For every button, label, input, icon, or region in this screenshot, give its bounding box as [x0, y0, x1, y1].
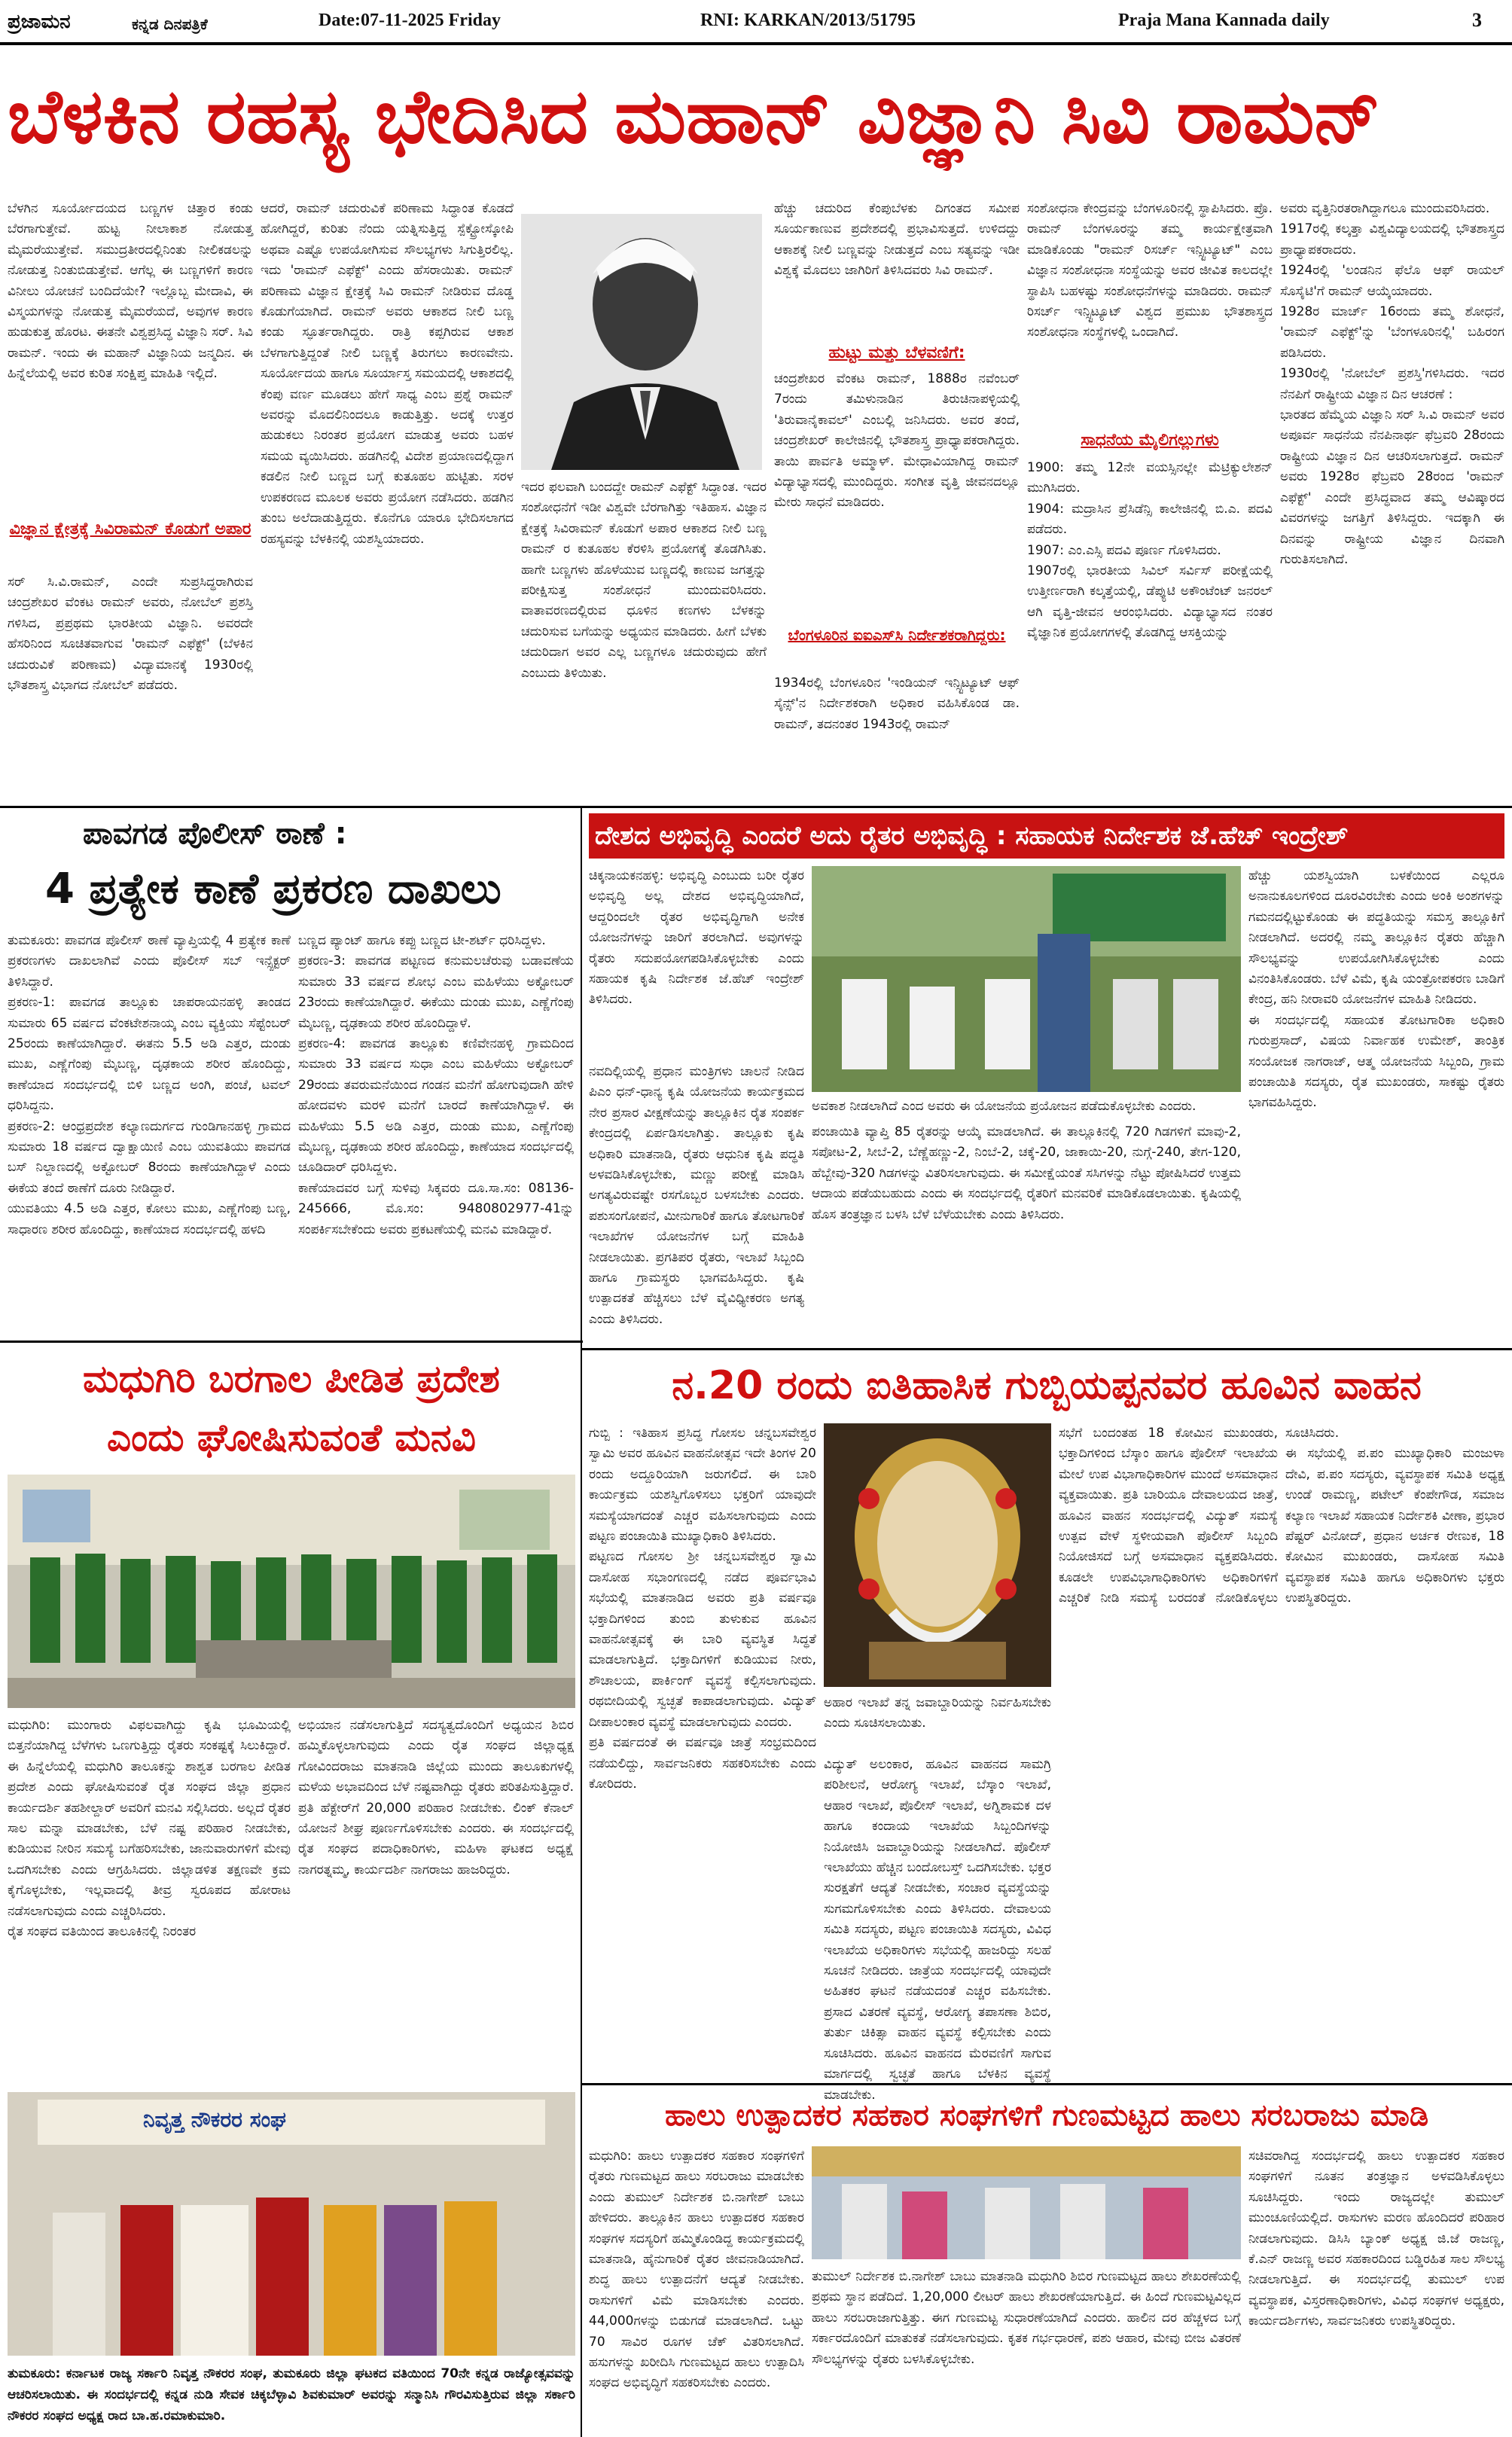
raman-col5-institute: ಸಂಶೋಧನಾ ಕೇಂದ್ರವನ್ನು ಬೆಂಗಳೂರಿನಲ್ಲಿ ಸ್ಥಾಪಿಸಿದರು. ಪ್ರೊ. ರಾಮನ್ ಬೆಂಗಳೂರನ್ನು ತಮ್ಮ ಕಾರ್ಯಕ್ಷೇತ್ರವಾಗಿ ಮಾಡಿಕೊಂಡು "ರಾಮನ್ ರಿಸರ್ಚ್ ಇನ್ಸ್ಟಿಟ್ಯೂಟ್" ಎಂಬ ವಿಜ್ಞಾನ ಸಂಶೋಧನಾ ಸಂಸ್ಥೆಯನ್ನು ಅವರ ಜೀವಿತ ಕಾಲದಲ್ಲೇ ಸ್ಥಾಪಿಸಿ ಬಹಳಷ್ಟು ಸಂಶೋಧನೆಗಳನ್ನು ಮಾಡಿದರು. ರಾಮನ್ ರಿಸರ್ಚ್ ಇನ್ಸ್ಟಿಟ್ಯೂಟ್ ವಿಶ್ವದ ಪ್ರಮುಖ ಭೌತಶಾಸ್ತ್ರದ ಸಂಶೋಧನಾ ಸಂಸ್ಥೆಗಳಲ್ಲಿ ಒಂದಾಗಿದೆ. — [1027, 201, 1277, 340]
felicitation-photo — [8, 2092, 575, 2356]
raman-col3: ಇದರ ಫಲವಾಗಿ ಬಂದದ್ದೇ ರಾಮನ್ ಎಫೆಕ್ಟ್ ಸಿದ್ಧಾಂತ. ಇದರ ಸಂಶೋಧನೆಗೆ ಇಡೀ ವಿಶ್ವವೇ ಬೆರಗಾಗಿತ್ತು ಇತಿಹಾಸ. ವಿಜ್ಞಾನ ಕ್ಷೇತ್ರಕ್ಕೆ ಸಿವಿರಾಮನ್ ಕೊಡುಗೆ ಅಪಾರ ಆಕಾಶದ ನೀಲಿ ಬಣ್ಣ ರಾಮನ್ ರ ಕುತೂಹಲ ಕೆರಳಿಸಿ ಪ್ರಯೋಗಕ್ಕೆ ತೊಡಗಿಸಿತು. ಹಾಗೇ ಬಣ್ಣಗಳು ಹೊಳೆಯುವ ಬಣ್ಣದಲ್ಲಿ ಕಾಣುವ ಜಗತ್ತನ್ನು ಪರೀಕ್ಷಿಸುತ್ತ ಸಂಶೋಧನೆ ಮುಂದುವರಿಸಿದರು. ವಾತಾವರಣದಲ್ಲಿರುವ ಧೂಳಿನ ಕಣಗಳು ಬೆಳಕನ್ನು ಚದುರಿಸುವ ಬಗೆಯನ್ನು ಅಧ್ಯಯನ ಮಾಡಿದರು. ಹೀಗೆ ಬೆಳಕು ಚದುರಿದಾಗ ಅವರ ಎಲ್ಲ ಬಣ್ಣಗಳೂ ಚದುರುವುದು ಹೇಗೆ ಎಂಬುದು ತಿಳಿಯಿತು. — [521, 480, 771, 681]
raman-col4-birth: ಚಂದ್ರಶೇಖರ ವೆಂಕಟ ರಾಮನ್, 1888ರ ನವೆಂಬರ್ 7ರಂದು ತಮಿಳುನಾಡಿನ ತಿರುಚಿನಾಪಳ್ಳಿಯಲ್ಲಿ 'ತಿರುವಾನೈಕಾವಲ್' ಎಂಬಲ್ಲಿ ಜನಿಸಿದರು. ಅವರ ತಂದೆ, ಚಂದ್ರಶೇಖರ್ ಕಾಲೇಜಿನಲ್ಲಿ ಭೌತಶಾಸ್ತ್ರ ಪ್ರಾಧ್ಯಾಪಕರಾಗಿದ್ದರು. ತಾಯಿ ಪಾರ್ವತಿ ಅಮ್ಮಾಳ್. ಮೇಧಾವಿಯಾಗಿದ್ದ ರಾಮನ್ ವಿದ್ಯಾಭ್ಯಾಸದಲ್ಲಿ ಮುಂದಿದ್ದರು. ಸಂಗೀತ ವೃತ್ತಿ ಜೀವನದಲ್ಲೂ ಮೇರು ಸಾಧನೆ ಮಾಡಿದರು. — [774, 371, 1024, 511]
section-rule-3 — [582, 1348, 1512, 1350]
farmers-col2: ಪಂಚಾಯಿತಿ ವ್ಯಾಪ್ತಿ 85 ರೈತರನ್ನು ಆಯ್ಕೆ ಮಾಡಲಾಗಿದೆ. ಈ ತಾಲ್ಲೂಕಿನಲ್ಲಿ 720 ಗಿಡಗಳಿಗೆ ಮಾವು-2, ಸಪೋಟ-2, ಸೀಬೆ-2, ಬೆಣ್ಣೆಹಣ್ಣು-2, ನಿಂಬೆ-2, ಚಕ್ಕೆ-20, ಜಾಕಾಯಿ-20, ನುಗ್ಗೆ-240, ತೇಗ-120, ಹೆಬ್ಬೇವು-320 ಗಿಡಗಳನ್ನು ವಿತರಿಸಲಾಗುವುದು. ಈ ಸಮೀಕ್ಷೆಯಂತೆ ಸಸಿಗಳನ್ನು ನೆಟ್ಟು ಪೋಷಿಸಿದರೆ ಉತ್ತಮ ಆದಾಯ ಪಡೆಯಬಹುದು ಎಂದು ಈ ಸಂದರ್ಭದಲ್ಲಿ ರೈತರಿಗೆ ಮನವರಿಕೆ ಮಾಡಿಕೊಡಲಾಯಿತು. ಕೃಷಿಯಲ್ಲಿ ಹೊಸ ತಂತ್ರಜ್ಞಾನ ಬಳಸಿ ಬೆಳೆ ಬೆಳೆಯಬೇಕು ಎಂದು ತಿಳಿಸಿದರು. — [812, 1124, 1245, 1222]
rni-number: RNI: KARKAN/2013/51795 — [700, 11, 916, 30]
masthead-logo: ಪ್ರಜಾಮನ — [8, 11, 71, 33]
farmers-meeting-photo — [812, 866, 1241, 1092]
raman-subhead-milestones: ಸಾಧನೆಯ ಮೈಲಿಗಲ್ಲುಗಳು — [1081, 431, 1219, 450]
section-rule-1 — [0, 806, 1512, 808]
milk-col1: ಮಧುಗಿರಿ: ಹಾಲು ಉತ್ಪಾದಕರ ಸಹಕಾರ ಸಂಘಗಳಿಗೆ ರೈತರು ಗುಣಮಟ್ಟದ ಹಾಲು ಸರಬರಾಜು ಮಾಡಬೇಕು ಎಂದು ತುಮುಲ್ ನಿರ್ದೇಶಕ ಬಿ.ನಾಗೇಶ್ ಬಾಬು ಹೇಳಿದರು. ತಾಲ್ಲೂಕಿನ ಹಾಲು ಉತ್ಪಾದಕರ ಸಹಕಾರ ಸಂಘಗಳ ಸದಸ್ಯರಿಗೆ ಹಮ್ಮಿಕೊಂಡಿದ್ದ ಕಾರ್ಯಕ್ರಮದಲ್ಲಿ ಮಾತನಾಡಿ, ಹೈನುಗಾರಿಕೆ ರೈತರ ಜೀವನಾಡಿಯಾಗಿದೆ. ಶುದ್ಧ ಹಾಲು ಉತ್ಪಾದನೆಗೆ ಆದ್ಯತೆ ನೀಡಬೇಕು. ರಾಸುಗಳಿಗೆ ವಿಮೆ ಮಾಡಿಸಬೇಕು ಎಂದರು. 44,000ಗಳನ್ನು ಬಿಡುಗಡೆ ಮಾಡಲಾಗಿದೆ. ಒಟ್ಟು 70 ಸಾವಿರ ರೂಗಳ ಚೆಕ್ ವಿತರಿಸಲಾಗಿದೆ. ಹಸುಗಳನ್ನು ಖರೀದಿಸಿ ಗುಣಮಟ್ಟದ ಹಾಲು ಉತ್ಪಾದಿಸಿ ಸಂಘದ ಅಭಿವೃದ್ಧಿಗೆ ಸಹಕರಿಸಬೇಕು ಎಂದರು. — [589, 2149, 809, 2391]
farmers-col1-body: ನವದಿಲ್ಲಿಯಲ್ಲಿ ಪ್ರಧಾನ ಮಂತ್ರಿಗಳು ಚಾಲನೆ ನೀಡಿದ ಪಿಎಂ ಧನ್-ಧಾನ್ಯ ಕೃಷಿ ಯೋಜನೆಯ ಕಾರ್ಯಕ್ರಮದ ನೇರ ಪ್ರಸಾರ ವೀಕ್ಷಣೆಯನ್ನು ತಾಲ್ಲೂಕಿನ ರೈತ ಸಂಪರ್ಕ ಕೇಂದ್ರದಲ್ಲಿ ಏರ್ಪಡಿಸಲಾಗಿತ್ತು. ತಾಲ್ಲೂಕು ಕೃಷಿ ಅಧಿಕಾರಿ ಮಾತನಾಡಿ, ರೈತರು ಆಧುನಿಕ ಕೃಷಿ ಪದ್ಧತಿ ಅಳವಡಿಸಿಕೊಳ್ಳಬೇಕು, ಮಣ್ಣು ಪರೀಕ್ಷೆ ಮಾಡಿಸಿ ಅಗತ್ಯವಿರುವಷ್ಟೇ ರಸಗೊಬ್ಬರ ಬಳಸಬೇಕು ಎಂದರು. ಪಶುಸಂಗೋಪನೆ, ಮೀನುಗಾರಿಕೆ ಹಾಗೂ ತೋಟಗಾರಿಕೆ ಇಲಾಖೆಗಳ ಯೋಜನೆಗಳ ಬಗ್ಗೆ ಮಾಹಿತಿ ನೀಡಲಾಯಿತು. ಪ್ರಗತಿಪರ ರೈತರು, ಇಲಾಖೆ ಸಿಬ್ಬಂದಿ ಹಾಗೂ ಗ್ರಾಮಸ್ಥರು ಭಾಗವಹಿಸಿದ್ದರು. ಕೃಷಿ ಉತ್ಪಾದಕತೆ ಹೆಚ್ಚಿಸಲು ಬೆಳೆ ವೈವಿಧ್ಯೀಕರಣ ಅಗತ್ಯ ಎಂದು ತಿಳಿಸಿದರು. — [589, 1064, 809, 1327]
raman-headline: ಬೆಳಕಿನ ರಹಸ್ಯ ಭೇದಿಸಿದ ಮಹಾನ್ ವಿಜ್ಞಾನಿ ಸಿವಿ ರಾಮನ್ — [8, 72, 1381, 160]
gubbi-col1: ಗುಬ್ಬಿ : ಇತಿಹಾಸ ಪ್ರಸಿದ್ಧ ಗೋಸಲ ಚನ್ನಬಸವೇಶ್ವರ ಸ್ವಾಮಿ ಅವರ ಹೂವಿನ ವಾಹನೋತ್ಸವ ಇದೇ ತಿಂಗಳ 20 ರಂದು ಅದ್ದೂರಿಯಾಗಿ ಜರುಗಲಿದೆ. ಈ ಬಾರಿ ಕಾರ್ಯಕ್ರಮ ಯಶಸ್ವಿಗೊಳಿಸಲು ಭಕ್ತರಿಗೆ ಯಾವುದೇ ಸಮಸ್ಯೆಯಾಗದಂತೆ ಎಚ್ಚರ ವಹಿಸಲಾಗುವುದು ಎಂದು ಪಟ್ಟಣ ಪಂಚಾಯಿತಿ ಮುಖ್ಯಾಧಿಕಾರಿ ತಿಳಿಸಿದರು. ಪಟ್ಟಣದ ಗೋಸಲ ಶ್ರೀ ಚನ್ನಬಸವೇಶ್ವರ ಸ್ವಾಮಿ ದಾಸೋಹ ಸಭಾಂಗಣದಲ್ಲಿ ನಡೆದ ಪೂರ್ವಭಾವಿ ಸಭೆಯಲ್ಲಿ ಮಾತನಾಡಿದ ಅವರು ಪ್ರತಿ ವರ್ಷವೂ ಭಕ್ತಾದಿಗಳಿಂದ ತುಂಬಿ ತುಳುಕುವ ಹೂವಿನ ವಾಹನೋತ್ಸವಕ್ಕೆ ಈ ಬಾರಿ ವ್ಯವಸ್ಥಿತ ಸಿದ್ಧತೆ ಮಾಡಲಾಗುತ್ತಿದೆ. ಭಕ್ತಾದಿಗಳಿಗೆ ಕುಡಿಯುವ ನೀರು, ಶೌಚಾಲಯ, ಪಾರ್ಕಿಂಗ್ ವ್ಯವಸ್ಥೆ ಕಲ್ಪಿಸಲಾಗುವುದು. ರಥಬೀದಿಯಲ್ಲಿ ಸ್ವಚ್ಛತೆ ಕಾಪಾಡಲಾಗುವುದು. ವಿದ್ಯುತ್ ದೀಪಾಲಂಕಾರ ವ್ಯವಸ್ಥೆ ಮಾಡಲಾಗುವುದು ಎಂದರು. ಪ್ರತಿ ವರ್ಷದಂತೆ ಈ ವರ್ಷವೂ ಜಾತ್ರೆ ಸಂಭ್ರಮದಿಂದ ನಡೆಯಲಿದ್ದು, ಸಾರ್ವಜನಿಕರು ಸಹಕರಿಸಬೇಕು ಎಂದು ಕೋರಿದರು. — [589, 1426, 816, 1792]
gubbi-headline: ನ.20 ರಂದು ಐತಿಹಾಸಿಕ ಗುಬ್ಬಿಯಪ್ಪನವರ ಹೂವಿನ ವಾಹನ — [672, 1363, 1422, 1408]
pavagada-col2: ಬಣ್ಣದ ಪ್ಯಾಂಟ್ ಹಾಗೂ ಕಪ್ಪು ಬಣ್ಣದ ಟೀ-ಶರ್ಟ್ ಧರಿಸಿದ್ದಳು. ಪ್ರಕರಣ-3: ಪಾವಗಡ ಪಟ್ಟಣದ ಕನುಮಲಚೆರುವು ಬಡಾವಣೆಯ ಸುಮಾರು 33 ವರ್ಷದ ಶೋಭ ಎಂಬ ಮಹಿಳೆಯು ಅಕ್ಟೋಬರ್ 23ರಂದು ಕಾಣೆಯಾಗಿದ್ದಾರೆ. ಈಕೆಯು ದುಂಡು ಮುಖ, ಎಣ್ಣೆಗೆಂಪು ಮೈಬಣ್ಣ, ದೃಢಕಾಯ ಶರೀರ ಹೊಂದಿದ್ದಾಳೆ. ಪ್ರಕರಣ-4: ಪಾವಗಡ ತಾಲ್ಲೂಕು ಕಣಿವೇನಹಳ್ಳಿ ಗ್ರಾಮದಿಂದ ಸುಮಾರು 33 ವರ್ಷದ ಸುಧಾ ಎಂಬ ಮಹಿಳೆಯು ಅಕ್ಟೋಬರ್ 29ರಂದು ತವರುಮನೆಯಿಂದ ಗಂಡನ ಮನೆಗೆ ಹೋಗುವುದಾಗಿ ಹೇಳಿ ಹೋದವಳು ಮರಳಿ ಮನೆಗೆ ಬಾರದೆ ಕಾಣೆಯಾಗಿದ್ದಾಳೆ. ಈ ಮಹಿಳೆಯು 5.5 ಅಡಿ ಎತ್ತರ, ದುಂಡು ಮುಖ, ಎಣ್ಣೆಗೆಂಪು ಮೈಬಣ್ಣ, ದೃಢಕಾಯ ಶರೀರ ಹೊಂದಿದ್ದು, ಕಾಣೆಯಾದ ಸಂದರ್ಭದಲ್ಲಿ ಚೂಡಿದಾರ್ ಧರಿಸಿದ್ದಳು. ಕಾಣೆಯಾದವರ ಬಗ್ಗೆ ಸುಳಿವು ಸಿಕ್ಕವರು ದೂ.ಸಾ.ಸಂ: 08136-245666, ಮೊ.ಸಂ: 9480802977-41ನ್ನು ಸಂಪರ್ಕಿಸಬೇಕೆಂದು ಅವರು ಪ್ರಕಟಣೆಯಲ್ಲಿ ಮನವಿ ಮಾಡಿದ್ದಾರೆ. — [298, 933, 574, 1237]
decorated-deity-illustration — [824, 1423, 1051, 1687]
farmers-meeting-illustration — [8, 1475, 575, 1708]
madhugiri-headline-1: ಮಧುಗಿರಿ ಬರಗಾಲ ಪೀಡಿತ ಪ್ರದೇಶ — [83, 1357, 500, 1401]
cv-raman-portrait — [521, 214, 762, 470]
felicitation-banner-text: ನಿವೃತ್ತ ನೌಕರರ ಸಂಘ — [143, 2107, 287, 2132]
gubbi-col2: ವಿದ್ಯುತ್ ಅಲಂಕಾರ, ಹೂವಿನ ವಾಹನದ ಸಾಮಗ್ರಿ ಪರಿಶೀಲನೆ, ಆರೋಗ್ಯ ಇಲಾಖೆ, ಬೆಸ್ಕಾಂ ಇಲಾಖೆ, ಆಹಾರ ಇಲಾಖೆ, ಪೊಲೀಸ್ ಇಲಾಖೆ, ಅಗ್ನಿಶಾಮಕ ದಳ ಹಾಗೂ ಕಂದಾಯ ಇಲಾಖೆಯ ಸಿಬ್ಬಂದಿಗಳನ್ನು ನಿಯೋಜಿಸಿ ಜವಾಬ್ದಾರಿಯನ್ನು ನೀಡಲಾಗಿದೆ. ಪೊಲೀಸ್ ಇಲಾಖೆಯು ಹೆಚ್ಚಿನ ಬಂದೋಬಸ್ತ್ ಒದಗಿಸಬೇಕು. ಭಕ್ತರ ಸುರಕ್ಷತೆಗೆ ಆದ್ಯತೆ ನೀಡಬೇಕು, ಸಂಚಾರ ವ್ಯವಸ್ಥೆಯನ್ನು ಸುಗಮಗೊಳಿಸಬೇಕು ಎಂದು ತಿಳಿಸಿದರು. ದೇವಾಲಯ ಸಮಿತಿ ಸದಸ್ಯರು, ಪಟ್ಟಣ ಪಂಚಾಯಿತಿ ಸದಸ್ಯರು, ವಿವಿಧ ಇಲಾಖೆಯ ಅಧಿಕಾರಿಗಳು ಸಭೆಯಲ್ಲಿ ಹಾಜರಿದ್ದು ಸಲಹೆ ಸೂಚನೆ ನೀಡಿದರು. ಜಾತ್ರೆಯ ಸಂದರ್ಭದಲ್ಲಿ ಯಾವುದೇ ಅಹಿತಕರ ಘಟನೆ ನಡೆಯದಂತೆ ಎಚ್ಚರ ವಹಿಸಬೇಕು. ಪ್ರಸಾದ ವಿತರಣೆ ವ್ಯವಸ್ಥೆ, ಆರೋಗ್ಯ ತಪಾಸಣಾ ಶಿಬಿರ, ತುರ್ತು ಚಿಕಿತ್ಸಾ ವಾಹನ ವ್ಯವಸ್ಥೆ ಕಲ್ಪಿಸಬೇಕು ಎಂದು ಸೂಚಿಸಿದರು. ಹೂವಿನ ವಾಹನದ ಮೆರವಣಿಗೆ ಸಾಗುವ ಮಾರ್ಗದಲ್ಲಿ ಸ್ವಚ್ಛತೆ ಹಾಗೂ ಬೆಳಕಿನ ವ್ಯವಸ್ಥೆ ಮಾಡಬೇಕು. — [824, 1757, 1056, 2103]
madhugiri-headline-2: ಎಂದು ಘೋಷಿಸುವಂತೆ ಮನವಿ — [107, 1416, 476, 1459]
pavagada-col1: ತುಮಕೂರು: ಪಾವಗಡ ಪೊಲೀಸ್ ಠಾಣೆ ವ್ಯಾಪ್ತಿಯಲ್ಲಿ 4 ಪ್ರತ್ಯೇಕ ಕಾಣೆ ಪ್ರಕರಣಗಳು ದಾಖಲಾಗಿವೆ ಎಂದು ಪೊಲೀಸ್ ಸಬ್ ಇನ್ಸ್ಪೆಕ್ಟರ್ ತಿಳಿಸಿದ್ದಾರೆ. ಪ್ರಕರಣ-1: ಪಾವಗಡ ತಾಲ್ಲೂಕು ಚಾಪರಾಯನಹಳ್ಳಿ ತಾಂಡದ ಸುಮಾರು 65 ವರ್ಷದ ವೆಂಕಟೇಶನಾಯ್ಕ ಎಂಬ ವ್ಯಕ್ತಿಯು ಸೆಪ್ಟೆಂಬರ್ 25ರಂದು ಕಾಣೆಯಾಗಿದ್ದಾರೆ. ಈತನು 5.5 ಅಡಿ ಎತ್ತರ, ದುಂಡು ಮುಖ, ಎಣ್ಣೆಗೆಂಪು ಮೈಬಣ್ಣ, ದೃಢಕಾಯ ಶರೀರ ಹೊಂದಿದ್ದು, ಕಾಣೆಯಾದ ಸಂದರ್ಭದಲ್ಲಿ ಬಿಳಿ ಬಣ್ಣದ ಅಂಗಿ, ಪಂಚೆ, ಟವಲ್ ಧರಿಸಿದ್ದನು. ಪ್ರಕರಣ-2: ಆಂಧ್ರಪ್ರದೇಶ ಕಲ್ಯಾಣದುರ್ಗದ ಗುಂಡಿಗಾನಹಳ್ಳಿ ಗ್ರಾಮದ ಸುಮಾರು 18 ವರ್ಷದ ದ್ವಾಕ್ಷಾಯಿಣಿ ಎಂಬ ಯುವತಿಯು ಪಾವಗಡ ಬಸ್ ನಿಲ್ದಾಣದಲ್ಲಿ ಅಕ್ಟೋಬರ್ 8ರಂದು ಕಾಣೆಯಾಗಿದ್ದಾಳೆ ಎಂದು ಈಕೆಯ ತಂದೆ ಠಾಣೆಗೆ ದೂರು ನೀಡಿದ್ದಾರೆ. ಯುವತಿಯು 4.5 ಅಡಿ ಎತ್ತರ, ಕೋಲು ಮುಖ, ಎಣ್ಣೆಗೆಂಪು ಬಣ್ಣ, ಸಾಧಾರಣ ಶರೀರ ಹೊಂದಿದ್ದು, ಕಾಣೆಯಾದ ಸಂದರ್ಭದಲ್ಲಿ ಹಳದಿ — [8, 933, 291, 1237]
raman-col5-milestones: 1900: ತಮ್ಮ 12ನೇ ವಯಸ್ಸಿನಲ್ಲೇ ಮೆಟ್ರಿಕ್ಯುಲೇಶನ್ ಮುಗಿಸಿದರು. 1904: ಮದ್ರಾಸಿನ ಪ್ರೆಸಿಡೆನ್ಸಿ ಕಾಲೇಜಿನಲ್ಲಿ ಬಿ.ಎ. ಪದವಿ ಪಡೆದರು. 1907: ಎಂ.ಎಸ್ಸಿ ಪದವಿ ಪೂರ್ಣ ಗೊಳಿಸಿದರು. 1907ರಲ್ಲಿ ಭಾರತೀಯ ಸಿವಿಲ್ ಸರ್ವಿಸ್ ಪರೀಕ್ಷೆಯಲ್ಲಿ ಉತ್ತೀರ್ಣರಾಗಿ ಕಲ್ಕತ್ತೆಯಲ್ಲಿ, ಡೆಪ್ಯುಟಿ ಅಕೌಂಟೆಂಟ್ ಜನರಲ್ ಆಗಿ ವೃತ್ತಿ-ಜೀವನ ಆರಂಭಿಸಿದರು. ವಿದ್ಯಾಭ್ಯಾಸದ ನಂತರ ವೈಜ್ಞಾನಿಕ ಪ್ರಯೋಗಗಳಲ್ಲಿ ತೊಡಗಿದ್ದ ಆಸಕ್ತಿಯನ್ನು — [1027, 460, 1273, 641]
gubbi-deity-photo — [824, 1423, 1051, 1687]
felicitation-illustration — [8, 2092, 575, 2356]
pavagada-kicker: ಪಾವಗಡ ಪೊಲೀಸ್ ಠಾಣೆ : — [83, 816, 347, 851]
milk-event-photo — [812, 2146, 1241, 2259]
masthead-bar — [0, 0, 1512, 47]
masthead-tagline: ಕನ್ನಡ ದಿನಪತ್ರಿಕೆ — [132, 15, 208, 33]
column-divider — [581, 806, 582, 2437]
milk-col2: ತುಮುಲ್ ನಿರ್ದೇಶಕ ಬಿ.ನಾಗೇಶ್ ಬಾಬು ಮಾತನಾಡಿ ಮಧುಗಿರಿ ಶಿಬಿರ ಗುಣಮಟ್ಟದ ಹಾಲು ಶೇಖರಣೆಯಲ್ಲಿ ಪ್ರಥಮ ಸ್ಥಾನ ಪಡೆದಿದೆ. 1,20,000 ಲೀಟರ್ ಹಾಲು ಶೇಖರಣೆಯಾಗುತ್ತಿದೆ. ಈ ಹಿಂದೆ ಗುಣಮಟ್ಟವಿಲ್ಲದ ಹಾಲು ಸರಬರಾಜಾಗುತ್ತಿತ್ತು. ಈಗ ಗುಣಮಟ್ಟ ಸುಧಾರಣೆಯಾಗಿದೆ ಎಂದರು. ಹಾಲಿನ ದರ ಹೆಚ್ಚಳದ ಬಗ್ಗೆ ಸರ್ಕಾರದೊಂದಿಗೆ ಮಾತುಕತೆ ನಡೆಸಲಾಗುವುದು. ಕೃತಕ ಗರ್ಭಧಾರಣೆ, ಪಶು ಆಹಾರ, ಮೇವು ಬೀಜ ವಿತರಣೆ ಸೌಲಭ್ಯಗಳನ್ನು ರೈತರು ಬಳಸಿಕೊಳ್ಳಬೇಕು. — [812, 2269, 1245, 2367]
gubbi-photo-caption: ಅಹಾರ ಇಲಾಖೆ ತನ್ನ ಜವಾಬ್ದಾರಿಯನ್ನು ನಿರ್ವಹಿಸಬೇಕು ಎಂದು ಸೂಚಿಸಲಾಯಿತು. — [824, 1695, 1056, 1731]
raman-subhead-birth: ಹುಟ್ಟು ಮತ್ತು ಬೆಳವಣಿಗೆ: — [828, 343, 965, 362]
madhugiri-col1: ಮಧುಗಿರಿ: ಮುಂಗಾರು ವಿಫಲವಾಗಿದ್ದು ಕೃಷಿ ಭೂಮಿಯಲ್ಲಿ ಬಿತ್ತನೆಯಾಗಿದ್ದ ಬೆಳೆಗಳು ಒಣಗುತ್ತಿದ್ದು ರೈತರು ಸಂಕಷ್ಟಕ್ಕೆ ಸಿಲುಕಿದ್ದಾರೆ. ಈ ಹಿನ್ನೆಲೆಯಲ್ಲಿ ಮಧುಗಿರಿ ತಾಲೂಕನ್ನು ಶಾಶ್ವತ ಬರಗಾಲ ಪೀಡಿತ ಪ್ರದೇಶ ಎಂದು ಘೋಷಿಸುವಂತೆ ರೈತ ಸಂಘದ ಜಿಲ್ಲಾ ಪ್ರಧಾನ ಕಾರ್ಯದರ್ಶಿ ತಹಶೀಲ್ದಾರ್ ಅವರಿಗೆ ಮನವಿ ಸಲ್ಲಿಸಿದರು. ಅಲ್ಲದೆ ರೈತರ ಸಾಲ ಮನ್ನಾ ಮಾಡಬೇಕು, ಬೆಳೆ ನಷ್ಟ ಪರಿಹಾರ ನೀಡಬೇಕು, ಕುಡಿಯುವ ನೀರಿನ ಸಮಸ್ಯೆ ಬಗೆಹರಿಸಬೇಕು, ಜಾನುವಾರುಗಳಿಗೆ ಮೇವು ಒದಗಿಸಬೇಕು ಎಂದು ಆಗ್ರಹಿಸಿದರು. ಜಿಲ್ಲಾಡಳಿತ ತಕ್ಷಣವೇ ಕ್ರಮ ಕೈಗೊಳ್ಳಬೇಕು, ಇಲ್ಲವಾದಲ್ಲಿ ತೀವ್ರ ಸ್ವರೂಪದ ಹೋರಾಟ ನಡೆಸಲಾಗುವುದು ಎಂದು ಎಚ್ಚರಿಸಿದರು. ರೈತ ಸಂಘದ ವತಿಯಿಂದ ತಾಲೂಕಿನಲ್ಲಿ ನಿರಂತರ — [8, 1718, 291, 1940]
farmers-headline: ದೇಶದ ಅಭಿವೃದ್ಧಿ ಎಂದರೆ ಅದು ರೈತರ ಅಭಿವೃದ್ಧಿ : ಸಹಾಯಕ ನಿರ್ದೇಶಕ ಜೆ.ಹೆಚ್ ಇಂದ್ರೇಶ್ — [589, 813, 1504, 859]
section-rule-2 — [0, 1341, 583, 1343]
farmers-photo-caption: ಅವಕಾಶ ನೀಡಲಾಗಿದೆ ಎಂದ ಅವರು ಈ ಯೋಜನೆಯ ಪ್ರಯೋಜನ ಪಡೆದುಕೊಳ್ಳಬೇಕು ಎಂದರು. — [812, 1099, 1196, 1114]
farmers-outdoor-illustration — [812, 866, 1241, 1092]
raman-subhead-iisc: ಬೆಂಗಳೂರಿನ ಐಐಎಸ್‌ಸಿ ನಿರ್ದೇಶಕರಾಗಿದ್ದರು: — [788, 626, 1006, 644]
farmers-col1-intro: ಚಿಕ್ಕನಾಯಕನಹಳ್ಳಿ: ಅಭಿವೃದ್ಧಿ ಎಂಬುದು ಬರೀ ರೈತರ ಅಭಿವೃದ್ಧಿ ಅಲ್ಲ ದೇಶದ ಅಭಿವೃದ್ಧಿಯಾಗಿದೆ, ಆದ್ದರಿಂದಲೇ ರೈತರ ಅಭಿವೃದ್ಧಿಗಾಗಿ ಅನೇಕ ಯೋಜನೆಗಳನ್ನು ಜಾರಿಗೆ ತರಲಾಗಿದೆ. ಅವುಗಳನ್ನು ರೈತರು ಸದುಪಯೋಗಪಡಿಸಿಕೊಳ್ಳಬೇಕು ಎಂದು ಸಹಾಯಕ ಕೃಷಿ ನಿರ್ದೇಶಕ ಜೆ.ಹೆಚ್ ಇಂದ್ರೇಶ್ ತಿಳಿಸಿದರು. — [589, 868, 809, 1008]
felicitation-caption: ತುಮಕೂರು: ಕರ್ನಾಟಕ ರಾಜ್ಯ ಸರ್ಕಾರಿ ನಿವೃತ್ತ ನೌಕರರ ಸಂಘ, ತುಮಕೂರು ಜಿಲ್ಲಾ ಘಟಕದ ವತಿಯಿಂದ 70ನೇ ಕನ್ನಡ ರಾಜ್ಯೋತ್ಸವವನ್ನು ಆಚರಿಸಲಾಯಿತು. ಈ ಸಂದರ್ಭದಲ್ಲಿ ಕನ್ನಡ ನುಡಿ ಸೇವಕ ಚಿಕ್ಕಬೆಳ್ಳಾವಿ ಶಿವಕುಮಾರ್ ಅವರನ್ನು ಸನ್ಮಾನಿಸಿ ಗೌರವಿಸುತ್ತಿರುವ ಜಿಲ್ಲಾ ಸರ್ಕಾರಿ ನೌಕರರ ಸಂಘದ ಅಧ್ಯಕ್ಷ ರಾದ ಬಾ.ಹ.ರಮಾಕುಮಾರಿ. — [8, 2366, 580, 2423]
raman-col2: ಆದರೆ, ರಾಮನ್ ಚದುರುವಿಕೆ ಪರಿಣಾಮ ಸಿದ್ಧಾಂತ ಕೊಡದೆ ಹೋಗಿದ್ದರೆ, ಕುರಿತು ನೆಂದು ಯತ್ನಿಸುತ್ತಿದ್ದ ಸ್ಪೆಕ್ಟ್ರೋಸ್ಕೋಪಿ ಅಥವಾ ಎಷ್ಟೊ ಉಪಯೋಗಿಸುವ ಸೌಲಭ್ಯಗಳು ಸಿಗುತ್ತಿರಲಿಲ್ಲ. ಇದು 'ರಾಮನ್ ಎಫೆಕ್ಟ್' ಎಂದು ಹೆಸರಾಯಿತು. ರಾಮನ್ ಪರಿಣಾಮ ವಿಜ್ಞಾನ ಕ್ಷೇತ್ರಕ್ಕೆ ಸಿವಿ ರಾಮನ್ ನೀಡಿರುವ ದೊಡ್ಡ ಕೊಡುಗೆಯಾಗಿದೆ. ರಾಮನ್ ಅವರು ಆಕಾಶದ ನೀಲಿ ಬಣ್ಣ ಕಂಡು ಸ್ಫೂರ್ತರಾಗಿದ್ದರು. ರಾತ್ರಿ ಕಪ್ಪಗಿರುವ ಆಕಾಶ ಬೆಳಗಾಗುತ್ತಿದ್ದಂತೆ ನೀಲಿ ಬಣ್ಣಕ್ಕೆ ತಿರುಗಲು ಕಾರಣವೇನು. ಸೂರ್ಯೋದಯ ಹಾಗೂ ಸೂರ್ಯಾಸ್ತ ಸಮಯದಲ್ಲಿ ಆಕಾಶದಲ್ಲಿ ಕೆಂಪು ವರ್ಣ ಮೂಡಲು ಹೇಗೆ ಸಾಧ್ಯ ಎಂಬ ಪ್ರಶ್ನೆ ರಾಮನ್ ಅವರನ್ನು ಮೊದಲಿನಿಂದಲೂ ಕಾಡುತ್ತಿತ್ತು. ಅದಕ್ಕೆ ಉತ್ತರ ಹುಡುಕಲು ನಿರಂತರ ಪ್ರಯೋಗ ಮಾಡುತ್ತ ಅವರು ಬಹಳ ಸಮಯ ವ್ಯಯಿಸಿದರು. ಹಡಗಿನಲ್ಲಿ ವಿದೇಶ ಪ್ರಯಾಣದಲ್ಲಿದ್ದಾಗ ಕಡಲಿನ ನೀಲಿ ಬಣ್ಣದ ಬಗ್ಗೆ ಕುತೂಹಲ ಹುಟ್ಟಿತು. ಸರಳ ಉಪಕರಣದ ಮೂಲಕ ಅವರು ಪ್ರಯೋಗ ನಡೆಸಿದರು. ಹಡಗಿನ ತುಂಬ ಅಲೆದಾಡುತ್ತಿದ್ದರು. ಕೊನೆಗೂ ಯಾರೂ ಭೇದಿಸಲಾಗದ ರಹಸ್ಯವನ್ನು ಬೆಳಕಿನಲ್ಲಿ ಯಶಸ್ವಿಯಾದರು. — [261, 201, 518, 547]
page-number: 3 — [1472, 9, 1482, 31]
raman-col1-intro: ಬೆಳಗಿನ ಸೂರ್ಯೋದಯದ ಬಣ್ಣಗಳ ಚಿತ್ತಾರ ಕಂಡು ಬೆರಗಾಗುತ್ತೇವೆ. ಹುಟ್ಟ ನೀಲಾಕಾಶ ನೋಡುತ್ತ ಮೈಮರೆಯುತ್ತೇವೆ. ಸಮುದ್ರತೀರದಲ್ಲಿನಿಂತು ನೀಲಿಕಡಲನ್ನು ನೋಡುತ್ತ ನಿಂತುಬಿಡುತ್ತೇವೆ. ಆಗೆಲ್ಲ ಈ ಬಣ್ಣಗಳಿಗೆ ಕಾರಣ ವಿನೀಲು ಯೋಚನೆ ಬಂದಿದೆಯೇ? ಇಲ್ಲೊಬ್ಬ ಮೇದಾವಿ, ಈ ವಿಸ್ಮಯಗಳನ್ನು ನೋಡುತ್ತ ಮೈಮರೆಯದೆ, ಅವುಗಳ ಕಾರಣ ಹುಡುಕುತ್ತ ಹೊರಟ. ಈತನೇ ವಿಶ್ವಪ್ರಸಿದ್ಧ ವಿಜ್ಞಾನಿ ಸರ್. ಸಿವಿ ರಾಮನ್. ಇಂದು ಈ ಮಹಾನ್ ವಿಜ್ಞಾನಿಯ ಜನ್ಮದಿನ. ಈ ಹಿನ್ನೆಲೆಯಲ್ಲಿ ಅವರ ಕುರಿತ ಸಂಕ್ಷಿಪ್ತ ಮಾಹಿತಿ ಇಲ್ಲಿದೆ. — [8, 201, 258, 382]
portrait-illustration — [521, 214, 762, 470]
issue-date: Date:07-11-2025 Friday — [319, 11, 501, 30]
madhugiri-col2: ಅಭಿಯಾನ ನಡೆಸಲಾಗುತ್ತಿದೆ ಸದಸ್ಯತ್ವದೊಂದಿಗೆ ಅಧ್ಯಯನ ಶಿಬಿರ ಹಮ್ಮಿಕೊಳ್ಳಲಾಗುವುದು ಎಂದು ರೈತ ಸಂಘದ ಜಿಲ್ಲಾಧ್ಯಕ್ಷ ಗೋವಿಂದರಾಜು ಮಾತನಾಡಿ ಜಿಲ್ಲೆಯ ಮುಂದು ತಾಲೂಕುಗಳಲ್ಲಿ ಮಳೆಯ ಅಭಾವದಿಂದ ಬೆಳೆ ನಷ್ಟವಾಗಿದ್ದು ರೈತರು ಪರಿತಪಿಸುತ್ತಿದ್ದಾರೆ. ಪ್ರತಿ ಹೆಕ್ಟೇರ್‌ಗೆ 20,000 ಪರಿಹಾರ ನೀಡಬೇಕು. ಲಿಂಕ್ ಕೆನಾಲ್ ಯೋಜನೆ ಶೀಘ್ರ ಪೂರ್ಣಗೊಳಿಸಬೇಕು ಎಂದರು. ಈ ಸಂದರ್ಭದಲ್ಲಿ ರೈತ ಸಂಘದ ಪದಾಧಿಕಾರಿಗಳು, ಮಹಿಳಾ ಘಟಕದ ಅಧ್ಯಕ್ಷೆ ನಾಗರತ್ನಮ್ಮ, ಕಾರ್ಯದರ್ಶಿ ನಾಗರಾಜು ಹಾಜರಿದ್ದರು. — [298, 1718, 578, 1877]
farmers-col3: ಹೆಚ್ಚು ಯಶಸ್ವಿಯಾಗಿ ಬಳಕೆಯಿಂದ ಎಲ್ಲರೂ ಅನಾನುಕೂಲಗಳಿಂದ ದೂರವಿರಬೇಕು ಎಂದು ಅಂಕಿ ಅಂಶಗಳನ್ನು ಗಮನದಲ್ಲಿಟ್ಟುಕೊಂಡು ಈ ಪದ್ಧತಿಯನ್ನು ಸಮಸ್ತ ತಾಲ್ಲೂಕಿಗೆ ನೀಡಲಾಗಿದೆ. ಅದರಲ್ಲಿ ನಮ್ಮ ತಾಲ್ಲೂಕಿನ ರೈತರು ಹೆಚ್ಚಾಗಿ ಸೌಲಭ್ಯವನ್ನು ಉಪಯೋಗಿಸಿಕೊಳ್ಳಬೇಕು ಎಂದು ವಿನಂತಿಸಿಕೊಂಡರು. ಬೆಳೆ ವಿಮೆ, ಕೃಷಿ ಯಂತ್ರೋಪಕರಣ ಬಾಡಿಗೆ ಕೇಂದ್ರ, ಹನಿ ನೀರಾವರಿ ಯೋಜನೆಗಳ ಮಾಹಿತಿ ನೀಡಿದರು. ಈ ಸಂದರ್ಭದಲ್ಲಿ ಸಹಾಯಕ ತೋಟಗಾರಿಕಾ ಅಧಿಕಾರಿ ಗುರುಪ್ರಸಾದ್, ವಿಷಯ ನಿರ್ವಾಹಕ ಉಮೇಶ್, ತಾಂತ್ರಿಕ ಸಂಯೋಜಕ ನಾಗರಾಜ್, ಆತ್ಮ ಯೋಜನೆಯ ಸಿಬ್ಬಂದಿ, ಗ್ರಾಮ ಪಂಚಾಯಿತಿ ಸದಸ್ಯರು, ರೈತ ಮುಖಂಡರು, ಸಾಕಷ್ಟು ರೈತರು ಭಾಗವಹಿಸಿದ್ದರು. — [1248, 868, 1504, 1111]
raman-col4-iisc: 1934ರಲ್ಲಿ ಬೆಂಗಳೂರಿನ 'ಇಂಡಿಯನ್ ಇನ್ಸ್ಟಿಟ್ಯೂಟ್ ಆಫ್ ಸೈನ್ಸ್'ನ ನಿರ್ದೇಶಕರಾಗಿ ಅಧಿಕಾರ ವಹಿಸಿಕೊಂಡ ಡಾ. ರಾಮನ್, ತದನಂತರ 1943ರಲ್ಲಿ ರಾಮನ್ — [774, 676, 1024, 732]
milk-meeting-illustration — [812, 2146, 1241, 2259]
raman-col6: ಅವರು ವೃತ್ತಿನಿರತರಾಗಿದ್ದಾಗಲೂ ಮುಂದುವರಿಸಿದರು. 1917ರಲ್ಲಿ ಕಲ್ಕತ್ತಾ ವಿಶ್ವವಿದ್ಯಾಲಯದಲ್ಲಿ ಭೌತಶಾಸ್ತ್ರದ ಪ್ರಾಧ್ಯಾಪಕರಾದರು. 1924ರಲ್ಲಿ 'ಲಂಡನಿನ ಫೆಲೊ ಆಫ್ ರಾಯಲ್ ಸೊಸೈಟಿ'ಗೆ ರಾಮನ್ ಆಯ್ಕೆಯಾದರು. 1928ರ ಮಾರ್ಚ್ 16ರಂದು ತಮ್ಮ ಶೋಧನೆ, 'ರಾಮನ್ ಎಫೆಕ್ಟ್'ನ್ನು 'ಬೆಂಗಳೂರಿನಲ್ಲಿ' ಬಹಿರಂಗ ಪಡಿಸಿದರು. 1930ರಲ್ಲಿ 'ನೋಬೆಲ್ ಪ್ರಶಸ್ತಿ'ಗಳಿಸಿದರು. ಇದರ ನೆನಪಿಗೆ ರಾಷ್ಟ್ರೀಯ ವಿಜ್ಞಾನ ದಿನ ಆಚರಣೆ : ಭಾರತದ ಹೆಮ್ಮೆಯ ವಿಜ್ಞಾನಿ ಸರ್ ಸಿ.ವಿ ರಾಮನ್ ಅವರ ಅಪೂರ್ವ ಸಾಧನೆಯ ನೆನಪಿನಾರ್ಥ ಫೆಬ್ರವರಿ 28ರಂದು ರಾಷ್ಟ್ರೀಯ ವಿಜ್ಞಾನ ದಿನ ಆಚರಿಸಲಾಗುತ್ತದೆ. ರಾಮನ್ ಅವರು 1928ರ ಫೆಬ್ರವರಿ 28ರಂದ 'ರಾಮನ್ ಎಫೆಕ್ಟ್' ಎಂದೇ ಪ್ರಸಿದ್ಧವಾದ ತಮ್ಮ ಆವಿಷ್ಕಾರದ ವಿವರಗಳನ್ನು ಜಗತ್ತಿಗೆ ತಿಳಿಸಿದ್ದರು. ಇದಕ್ಕಾಗಿ ಈ ದಿನವನ್ನು ರಾಷ್ಟ್ರೀಯ ವಿಜ್ಞಾನ ದಿನವಾಗಿ ಗುರುತಿಸಲಾಗಿದೆ. — [1280, 201, 1504, 567]
madhugiri-farmers-photo — [8, 1475, 575, 1708]
raman-subhead-contribution: ವಿಜ್ಞಾನ ಕ್ಷೇತ್ರಕ್ಕೆ ಸಿವಿರಾಮನ್ ಕೊಡುಗೆ ಅಪಾರ — [9, 520, 251, 538]
raman-col1-body: ಸರ್ ಸಿ.ವಿ.ರಾಮನ್, ಎಂದೇ ಸುಪ್ರಸಿದ್ಧರಾಗಿರುವ ಚಂದ್ರಶೇಖರ ವೆಂಕಟ ರಾಮನ್ ಅವರು, ನೋಬೆಲ್ ಪ್ರಶಸ್ತಿ ಗಳಿಸಿದ, ಪ್ರಪ್ರಥಮ ಭಾರತೀಯ ವಿಜ್ಞಾನಿ. ಅವರದೇ ಹೆಸರಿನಿಂದ ಸೂಚಿತವಾಗುವ 'ರಾಮನ್ ಎಫೆಕ್ಟ್' (ಬೆಳಕಿನ ಚದುರುವಿಕೆ ಪರಿಣಾಮ) ವಿದ್ಯಾಮಾನಕ್ಕೆ 1930ರಲ್ಲಿ ಭೌತಶಾಸ್ತ್ರ ವಿಭಾಗದ ನೋಬೆಲ್ ಪಡೆದರು. — [8, 575, 258, 694]
pavagada-headline: 4 ಪ್ರತ್ಯೇಕ ಕಾಣೆ ಪ್ರಕರಣ ದಾಖಲು — [45, 865, 501, 913]
section-rule-4 — [582, 2083, 1512, 2085]
paper-name: Praja Mana Kannada daily — [1118, 11, 1330, 30]
header-rule — [0, 42, 1512, 45]
milk-headline: ಹಾಲು ಉತ್ಪಾದಕರ ಸಹಕಾರ ಸಂಘಗಳಿಗೆ ಗುಣಮಟ್ಟದ ಹಾಲು ಸರಬರಾಜು ಮಾಡಿ — [664, 2098, 1429, 2133]
raman-col4-intro: ಹೆಚ್ಚು ಚದುರಿದ ಕೆಂಪುಬೆಳಕು ದಿಗಂತದ ಸಮೀಪ ಸೂರ್ಯಕಾಣುವ ಪ್ರದೇಶದಲ್ಲಿ ಪ್ರಭಾವಿಸುತ್ತದೆ. ಉಳಿದದ್ದು ಆಕಾಶಕ್ಕೆ ನೀಲಿ ಬಣ್ಣವನ್ನು ನೀಡುತ್ತದೆ ಎಂಬ ಸತ್ಯವನ್ನು ಇಡೀ ವಿಶ್ವಕ್ಕೆ ಮೊದಲು ಜಾಗಿರಿಗೆ ತಿಳಿಸಿದವರು ಸಿವಿ ರಾಮನ್. — [774, 201, 1024, 279]
gubbi-col3: ಸಭೆಗೆ ಬಂದಂತಹ 18 ಕೋಮಿನ ಮುಖಂಡರು, ಭಕ್ತಾದಿಗಳಿಂದ ಬೆಸ್ಕಾಂ ಹಾಗೂ ಪೊಲೀಸ್ ಇಲಾಖೆಯ ಮೇಲೆ ಉಪ ವಿಭಾಗಾಧಿಕಾರಿಗಳ ಮುಂದೆ ಅಸಮಾಧಾನ ವ್ಯಕ್ತವಾಯಿತು. ಪ್ರತಿ ಬಾರಿಯೂ ದೇವಾಲಯದ ಜಾತ್ರೆ, ಹೂವಿನ ವಾಹನ ಸಂದರ್ಭದಲ್ಲಿ ವಿದ್ಯುತ್ ಸಮಸ್ಯೆ ಉತ್ಪವ ವೇಳೆ ಸ್ಥಳೀಯವಾಗಿ ಪೊಲೀಸ್ ಸಿಬ್ಬಂದಿ ನಿಯೋಜಿಸದೆ ಬಗ್ಗೆ ಅಸಮಾಧಾನ ವ್ಯಕ್ತಪಡಿಸಿದರು. ಕೂಡಲೇ ಉಪವಿಭಾಗಾಧಿಕಾರಿಗಳು ಅಧಿಕಾರಿಗಳಿಗೆ ಎಚ್ಚರಿಕೆ ನೀಡಿ ಸಮಸ್ಯೆ ಬರದಂತೆ ನೋಡಿಕೊಳ್ಳಲು ಸೂಚಿಸಿದರು. ಈ ಸಭೆಯಲ್ಲಿ ಪ.ಪಂ ಮುಖ್ಯಾಧಿಕಾರಿ ಮಂಜುಳಾ ದೇವಿ, ಪ.ಪಂ ಸದಸ್ಯರು, ವ್ಯವಸ್ಥಾಪಕ ಸಮಿತಿ ಅಧ್ಯಕ್ಷ ಉಂಡೆ ರಾಮಣ್ಣ, ಪಟೇಲ್ ಕೆಂಪೇಗೌಡ, ಸಮಾಜ ಕಲ್ಯಾಣ ಇಲಾಖೆ ಸಹಾಯಕ ನಿರ್ದೇಶಕಿ ವೀಣಾ, ಪ್ರಭಾರ ಪೆಷ್ಟರ್ ವಿನೋದ್, ಪ್ರಧಾನ ಅರ್ಚಕ ರೇಣುಕ, 18 ಕೋಮಿನ ಮುಖಂಡರು, ದಾಸೋಹ ಸಮಿತಿ ವ್ಯವಸ್ಥಾಪಕ ಸಮಿತಿ ಹಾಗೂ ಅಧಿಕಾರಿಗಳು ಭಕ್ತರು ಉಪಸ್ಥಿತರಿದ್ದರು. — [1059, 1426, 1504, 1606]
milk-col3: ಸಚಿವರಾಗಿದ್ದ ಸಂದರ್ಭದಲ್ಲಿ ಹಾಲು ಉತ್ಪಾದಕರ ಸಹಕಾರ ಸಂಘಗಳಿಗೆ ನೂತನ ತಂತ್ರಜ್ಞಾನ ಅಳವಡಿಸಿಕೊಳ್ಳಲು ಸೂಚಿಸಿದ್ದರು. ಇಂದು ರಾಜ್ಯದಲ್ಲೇ ತುಮುಲ್ ಮುಂಚೂಣಿಯಲ್ಲಿದೆ. ರಾಸುಗಳು ಮರಣ ಹೊಂದಿದರೆ ಪರಿಹಾರ ನೀಡಲಾಗುವುದು. ಡಿಸಿಸಿ ಬ್ಯಾಂಕ್ ಅಧ್ಯಕ್ಷ ಜಿ.ಜೆ ರಾಜಣ್ಣ, ಕೆ.ಎನ್ ರಾಜಣ್ಣ ಅವರ ಸಹಕಾರದಿಂದ ಬಡ್ಡಿರಹಿತ ಸಾಲ ಸೌಲಭ್ಯ ನೀಡಲಾಗುತ್ತಿದೆ. ಈ ಸಂದರ್ಭದಲ್ಲಿ ತುಮುಲ್ ಉಪ ವ್ಯವಸ್ಥಾಪಕ, ವಿಸ್ತರಣಾಧಿಕಾರಿಗಳು, ವಿವಿಧ ಸಂಘಗಳ ಅಧ್ಯಕ್ಷರು, ಕಾರ್ಯದರ್ಶಿಗಳು, ಸಾರ್ವಜನಿಕರು ಉಪಸ್ಥಿತರಿದ್ದರು. — [1248, 2149, 1509, 2329]
